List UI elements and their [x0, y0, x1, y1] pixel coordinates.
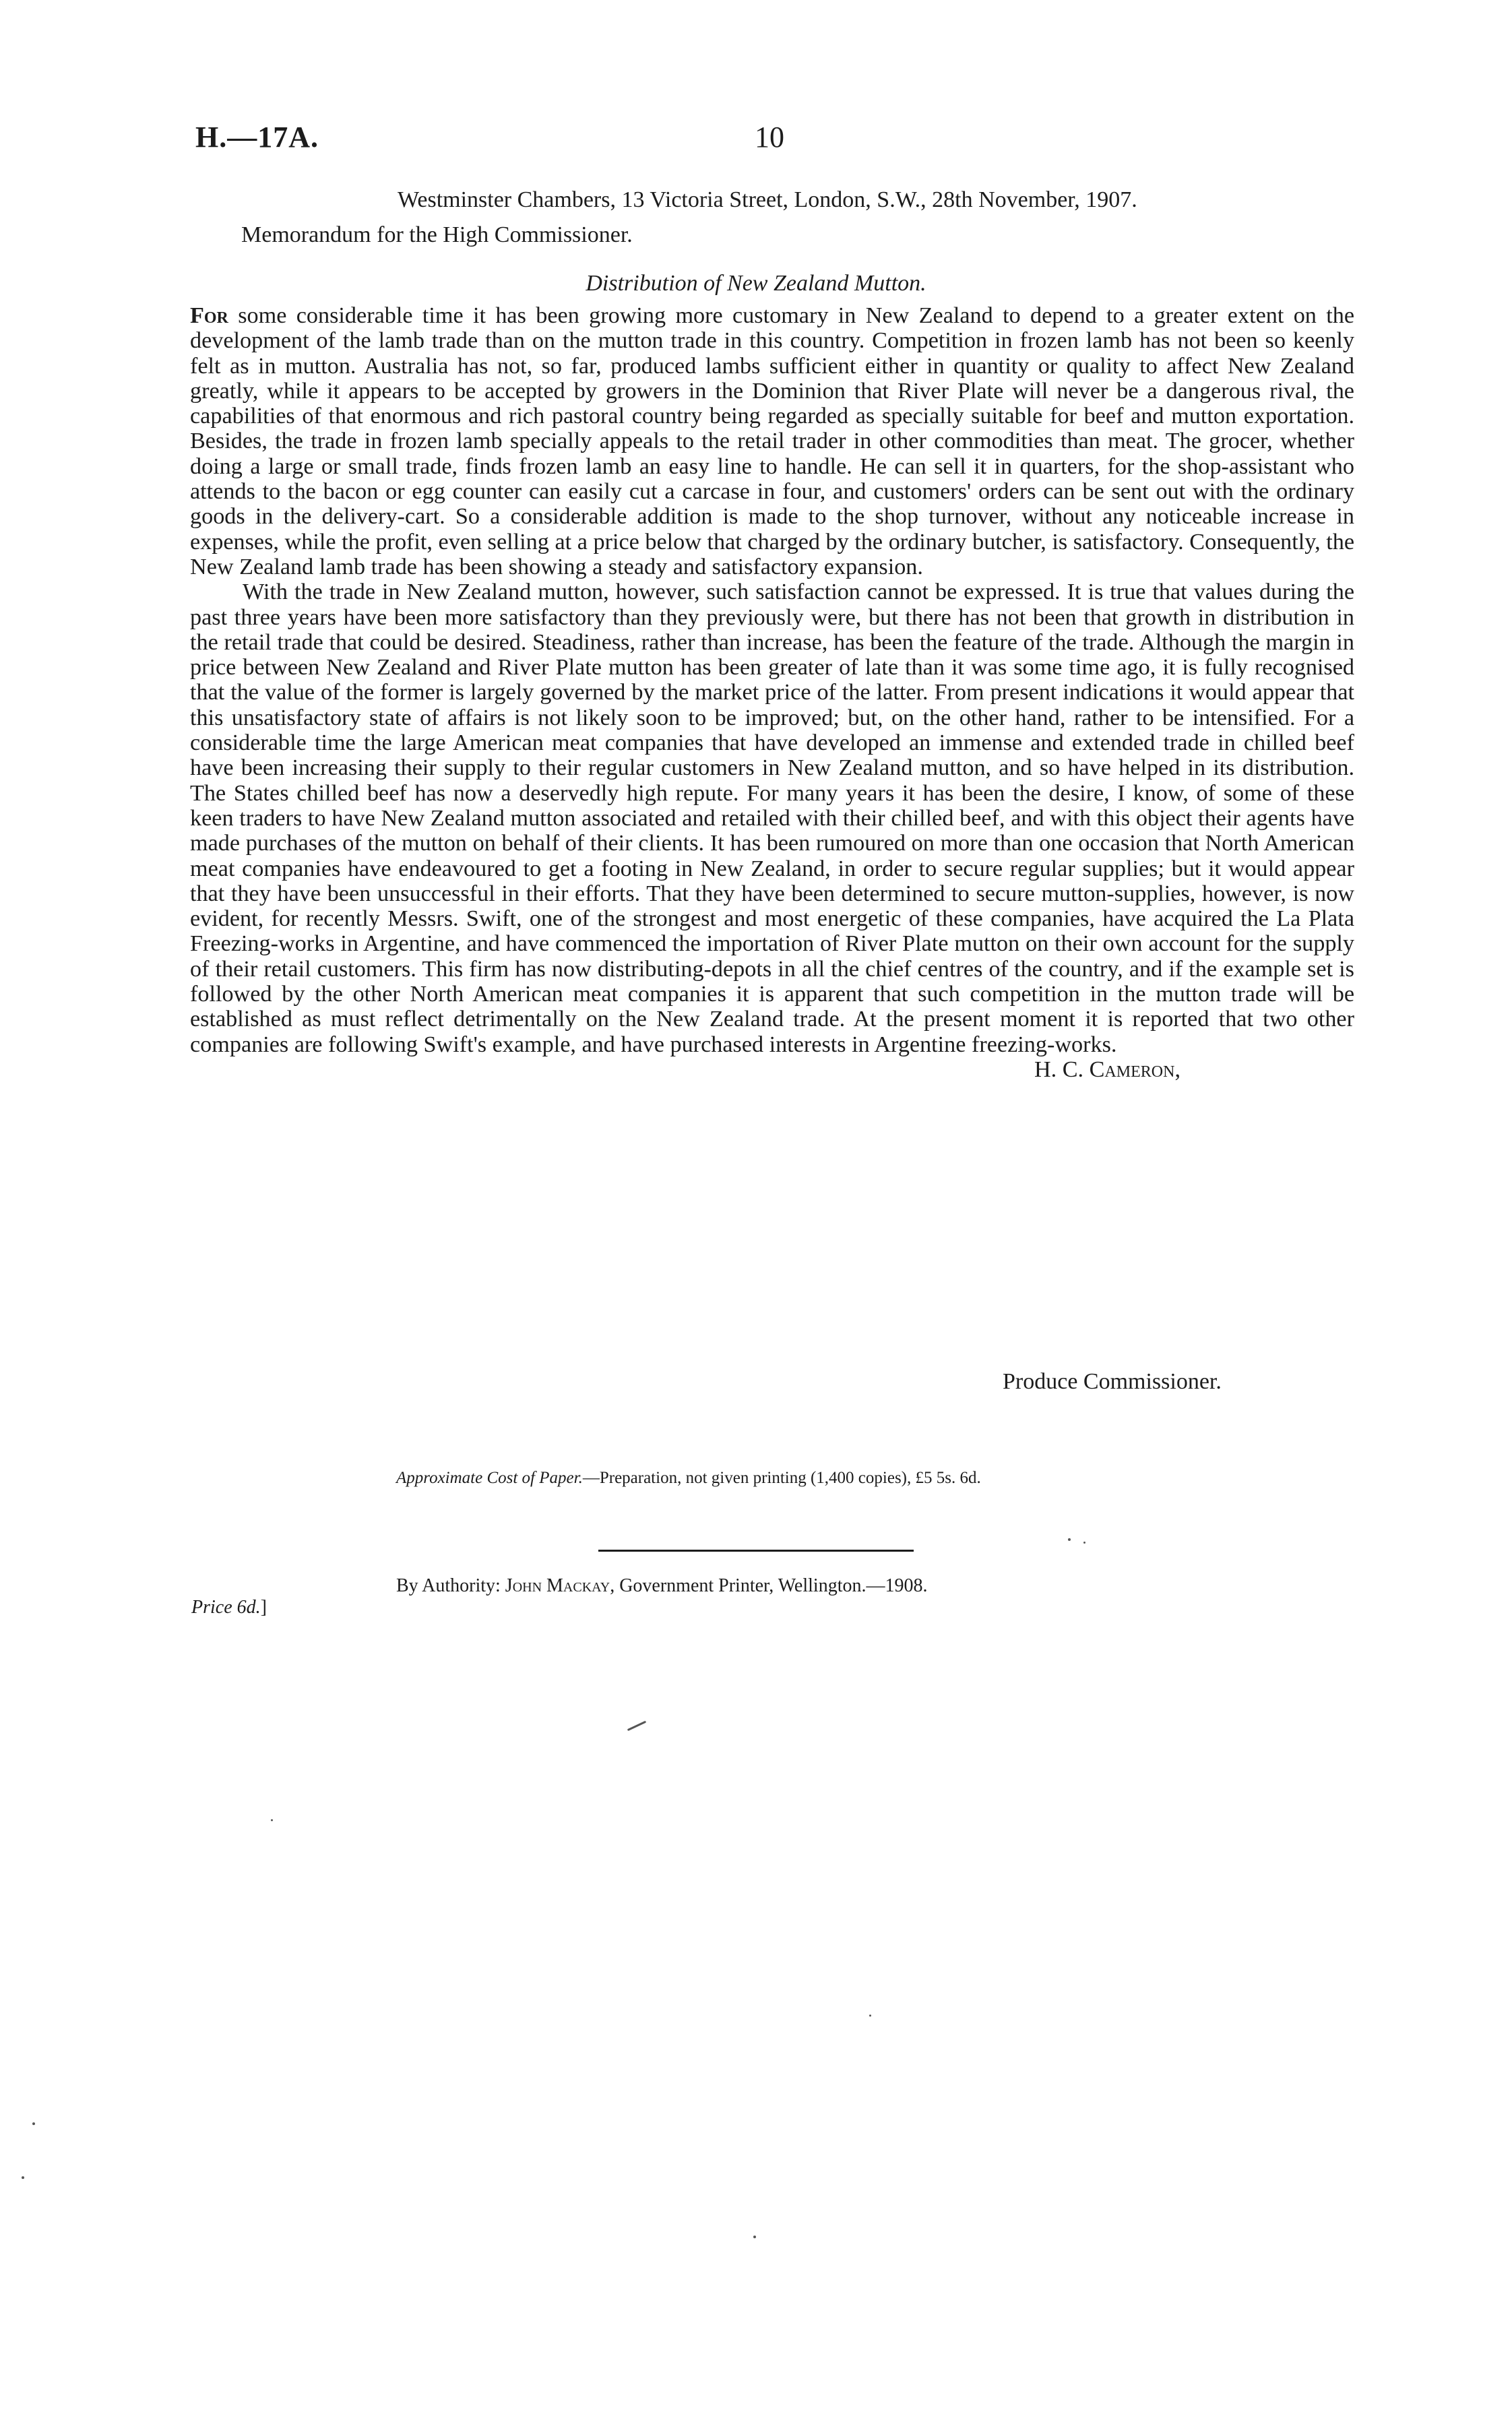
memo-subject: Distribution of New Zealand Mutton. [586, 271, 926, 296]
authority-suffix: , Government Printer, Wellington.—1908. [610, 1575, 928, 1596]
signature-name: H. C. Cameron, [1034, 1056, 1180, 1082]
dateline: Westminster Chambers, 13 Victoria Street, London, S.W., 28th November, 1907. [398, 187, 1137, 212]
authority-line [396, 1575, 927, 1597]
paragraph-1 [190, 303, 1354, 579]
scan-speck [22, 2176, 24, 2179]
scan-speck [869, 2015, 871, 2017]
memo-addressee: Memorandum for the High Commissioner. [241, 222, 633, 247]
cost-of-paper-line [396, 1469, 981, 1488]
scan-speck [753, 2236, 756, 2238]
paragraph-1-lead: For [190, 303, 228, 328]
cost-label: Approximate Cost of Paper. [396, 1469, 583, 1487]
scan-speck [627, 1721, 646, 1731]
scan-speck [271, 1819, 273, 1821]
paragraph-2 [190, 579, 1354, 1057]
cost-text: —Preparation, not given printing (1,400 copies), £5 5s. 6d. [582, 1469, 981, 1487]
scan-speck [1083, 1542, 1085, 1544]
price-text: Price 6d. [191, 1597, 261, 1618]
signature-title: Produce Commissioner. [1003, 1369, 1222, 1394]
price-note [191, 1597, 267, 1618]
page-number: 10 [755, 121, 784, 154]
document-code: H.—17A. [195, 121, 319, 154]
printer-name: John Mackay [505, 1575, 610, 1596]
memo-body [190, 303, 1354, 1082]
signature-line [190, 1057, 1354, 1082]
footer-rule [598, 1550, 914, 1552]
authority-prefix: By Authority: [396, 1575, 505, 1596]
price-bracket: ] [260, 1597, 267, 1618]
paragraph-1-text: some considerable time it has been growing more customary in New Zealand to depend to a greater extent on the development of the lamb trade than on the mutton trade in this country. Competition in frozen lamb has not been so keenly felt as in mutton. Australia has not, so far, produced lambs sufficient either in quantity or quality to affect New Zealand greatly, while it appears to be accepted by growers in the Dominion that River Plate will never be a dangerous rival, the capabilities of that enormous and rich pastoral country being regarded as specially suitable for beef and mutton exportation. Besides, the trade in frozen lamb specially appeals to the retail trader in other commodities than meat. The grocer, whether doing a large or small trade, finds frozen lamb an easy line to handle. He can sell it in quarters, for the shop-assistant who attends to the bacon or egg counter can easily cut a carcase in four, and customers' orders can be sent out with the ordinary goods in the delivery-cart. So a considerable addition is made to the shop turnover, without any noticeable increase in expenses, while the profit, even selling at a price below that charged by the ordinary butcher, is satisfactory. Consequently, the New Zealand lamb trade has been showing a steady and satisfactory expansion. [190, 303, 1354, 579]
scan-speck [32, 2122, 35, 2125]
paragraph-2-text: With the trade in New Zealand mutton, however, such satisfaction cannot be expressed. It is true that values during the past three years have been more satisfactory than they previously were, but there has not been that growth in distribution in the retail trade that could be desired. Steadiness, rather than increase, has been the feature of the trade. Although the margin in price between New Zealand and River Plate mutton has been greater of late than it was some time ago, it is fully recognised that the value of the former is largely governed by the market price of the latter. From present indications it would appear that this unsatisfactory state of affairs is not likely soon to be improved; but, on the other hand, rather to be intensified. For a considerable time the large American meat companies that have developed an immense and extended trade in chilled beef have been increasing their supply to their regular customers in New Zealand mutton, and so have helped in its distribution. The States chilled beef has now a deservedly high repute. For many years it has been the desire, I know, of some of these keen traders to have New Zealand mutton associated and retailed with their chilled beef, and with this object their agents have made purchases of the mutton on behalf of their clients. It has been rumoured on more than one occasion that North American meat companies have endeavoured to get a footing in New Zealand, in order to secure regular supplies; but it would appear that they have been unsuccessful in their efforts. That they have been determined to secure mutton-supplies, however, is now evident, for recently Messrs. Swift, one of the strongest and most energetic of these companies, have acquired the La Plata Freezing-works in Argentine, and have commenced the importation of River Plate mutton on their own account for the supply of their retail customers. This firm has now distributing-depots in all the chief centres of the country, and if the example set is followed by the other North American meat companies it is apparent that such competition in the mutton trade will be established as must reflect detrimentally on the New Zealand trade. At the present moment it is reported that two other companies are following Swift's example, and have purchased interests in Argentine freezing-works. [190, 579, 1354, 1057]
scan-speck [1068, 1538, 1071, 1541]
